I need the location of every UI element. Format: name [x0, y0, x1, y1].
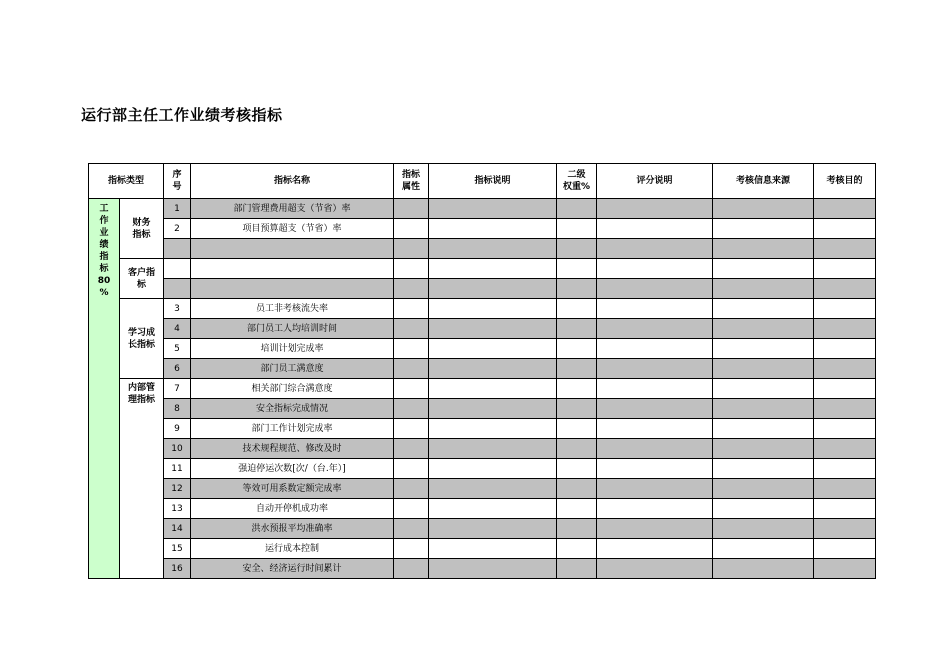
header-type: 指标类型 — [89, 164, 164, 199]
table-row: 12 等效可用系数定额完成率 — [89, 479, 876, 499]
header-purpose: 考核目的 — [814, 164, 876, 199]
table-row: 16 安全、经济运行时间累计 — [89, 559, 876, 579]
table-header-row — [89, 164, 876, 199]
table-row: 2 项目预算超支（节省）率 — [89, 219, 876, 239]
table-row: 9 部门工作计划完成率 — [89, 419, 876, 439]
category-internal: 内部管 理指标 — [120, 379, 164, 579]
table-row: 8 安全指标完成情况 — [89, 399, 876, 419]
category-finance: 财务 指标 — [120, 199, 164, 259]
table-row: 10 技术规程规范、修改及时 — [89, 439, 876, 459]
header-weight: 二级 权重% — [557, 164, 597, 199]
table-row — [89, 259, 876, 279]
table-row: 13 自动开停机成功率 — [89, 499, 876, 519]
header-desc: 指标说明 — [429, 164, 557, 199]
table-row: 学习成 长指标 3 员工非考核流失率 — [89, 299, 876, 319]
header-seq: 序 号 — [164, 164, 191, 199]
table-row: 工 作 业 绩 指 标 80 % 财务 指标 1 部门管理费用超支（节省）率 — [89, 199, 876, 219]
page-title: 运行部主任工作业绩考核指标 — [81, 106, 283, 124]
table-row: 11 强迫停运次数[次/（台.年）] — [89, 459, 876, 479]
table-row — [89, 279, 876, 299]
header-name: 指标名称 — [191, 164, 394, 199]
table-row: 15 运行成本控制 — [89, 539, 876, 559]
category-learning: 学习成 长指标 — [120, 299, 164, 379]
category-work-performance: 工 作 业 绩 指 标 80 % — [89, 199, 120, 579]
table-row: 5 培训计划完成率 — [89, 339, 876, 359]
header-source: 考核信息来源 — [713, 164, 814, 199]
category-customer: 客户指 标 — [120, 259, 164, 299]
table-row: 14 洪水预报平均准确率 — [89, 519, 876, 539]
kpi-table — [88, 163, 876, 579]
table-row: 4 部门员工人均培训时间 — [89, 319, 876, 339]
header-attr: 指标 属性 — [394, 164, 429, 199]
header-score: 评分说明 — [597, 164, 713, 199]
table-row: 内部管 理指标 7 相关部门综合满意度 — [89, 379, 876, 399]
table-row — [89, 239, 876, 259]
table-row: 6 部门员工满意度 — [89, 359, 876, 379]
